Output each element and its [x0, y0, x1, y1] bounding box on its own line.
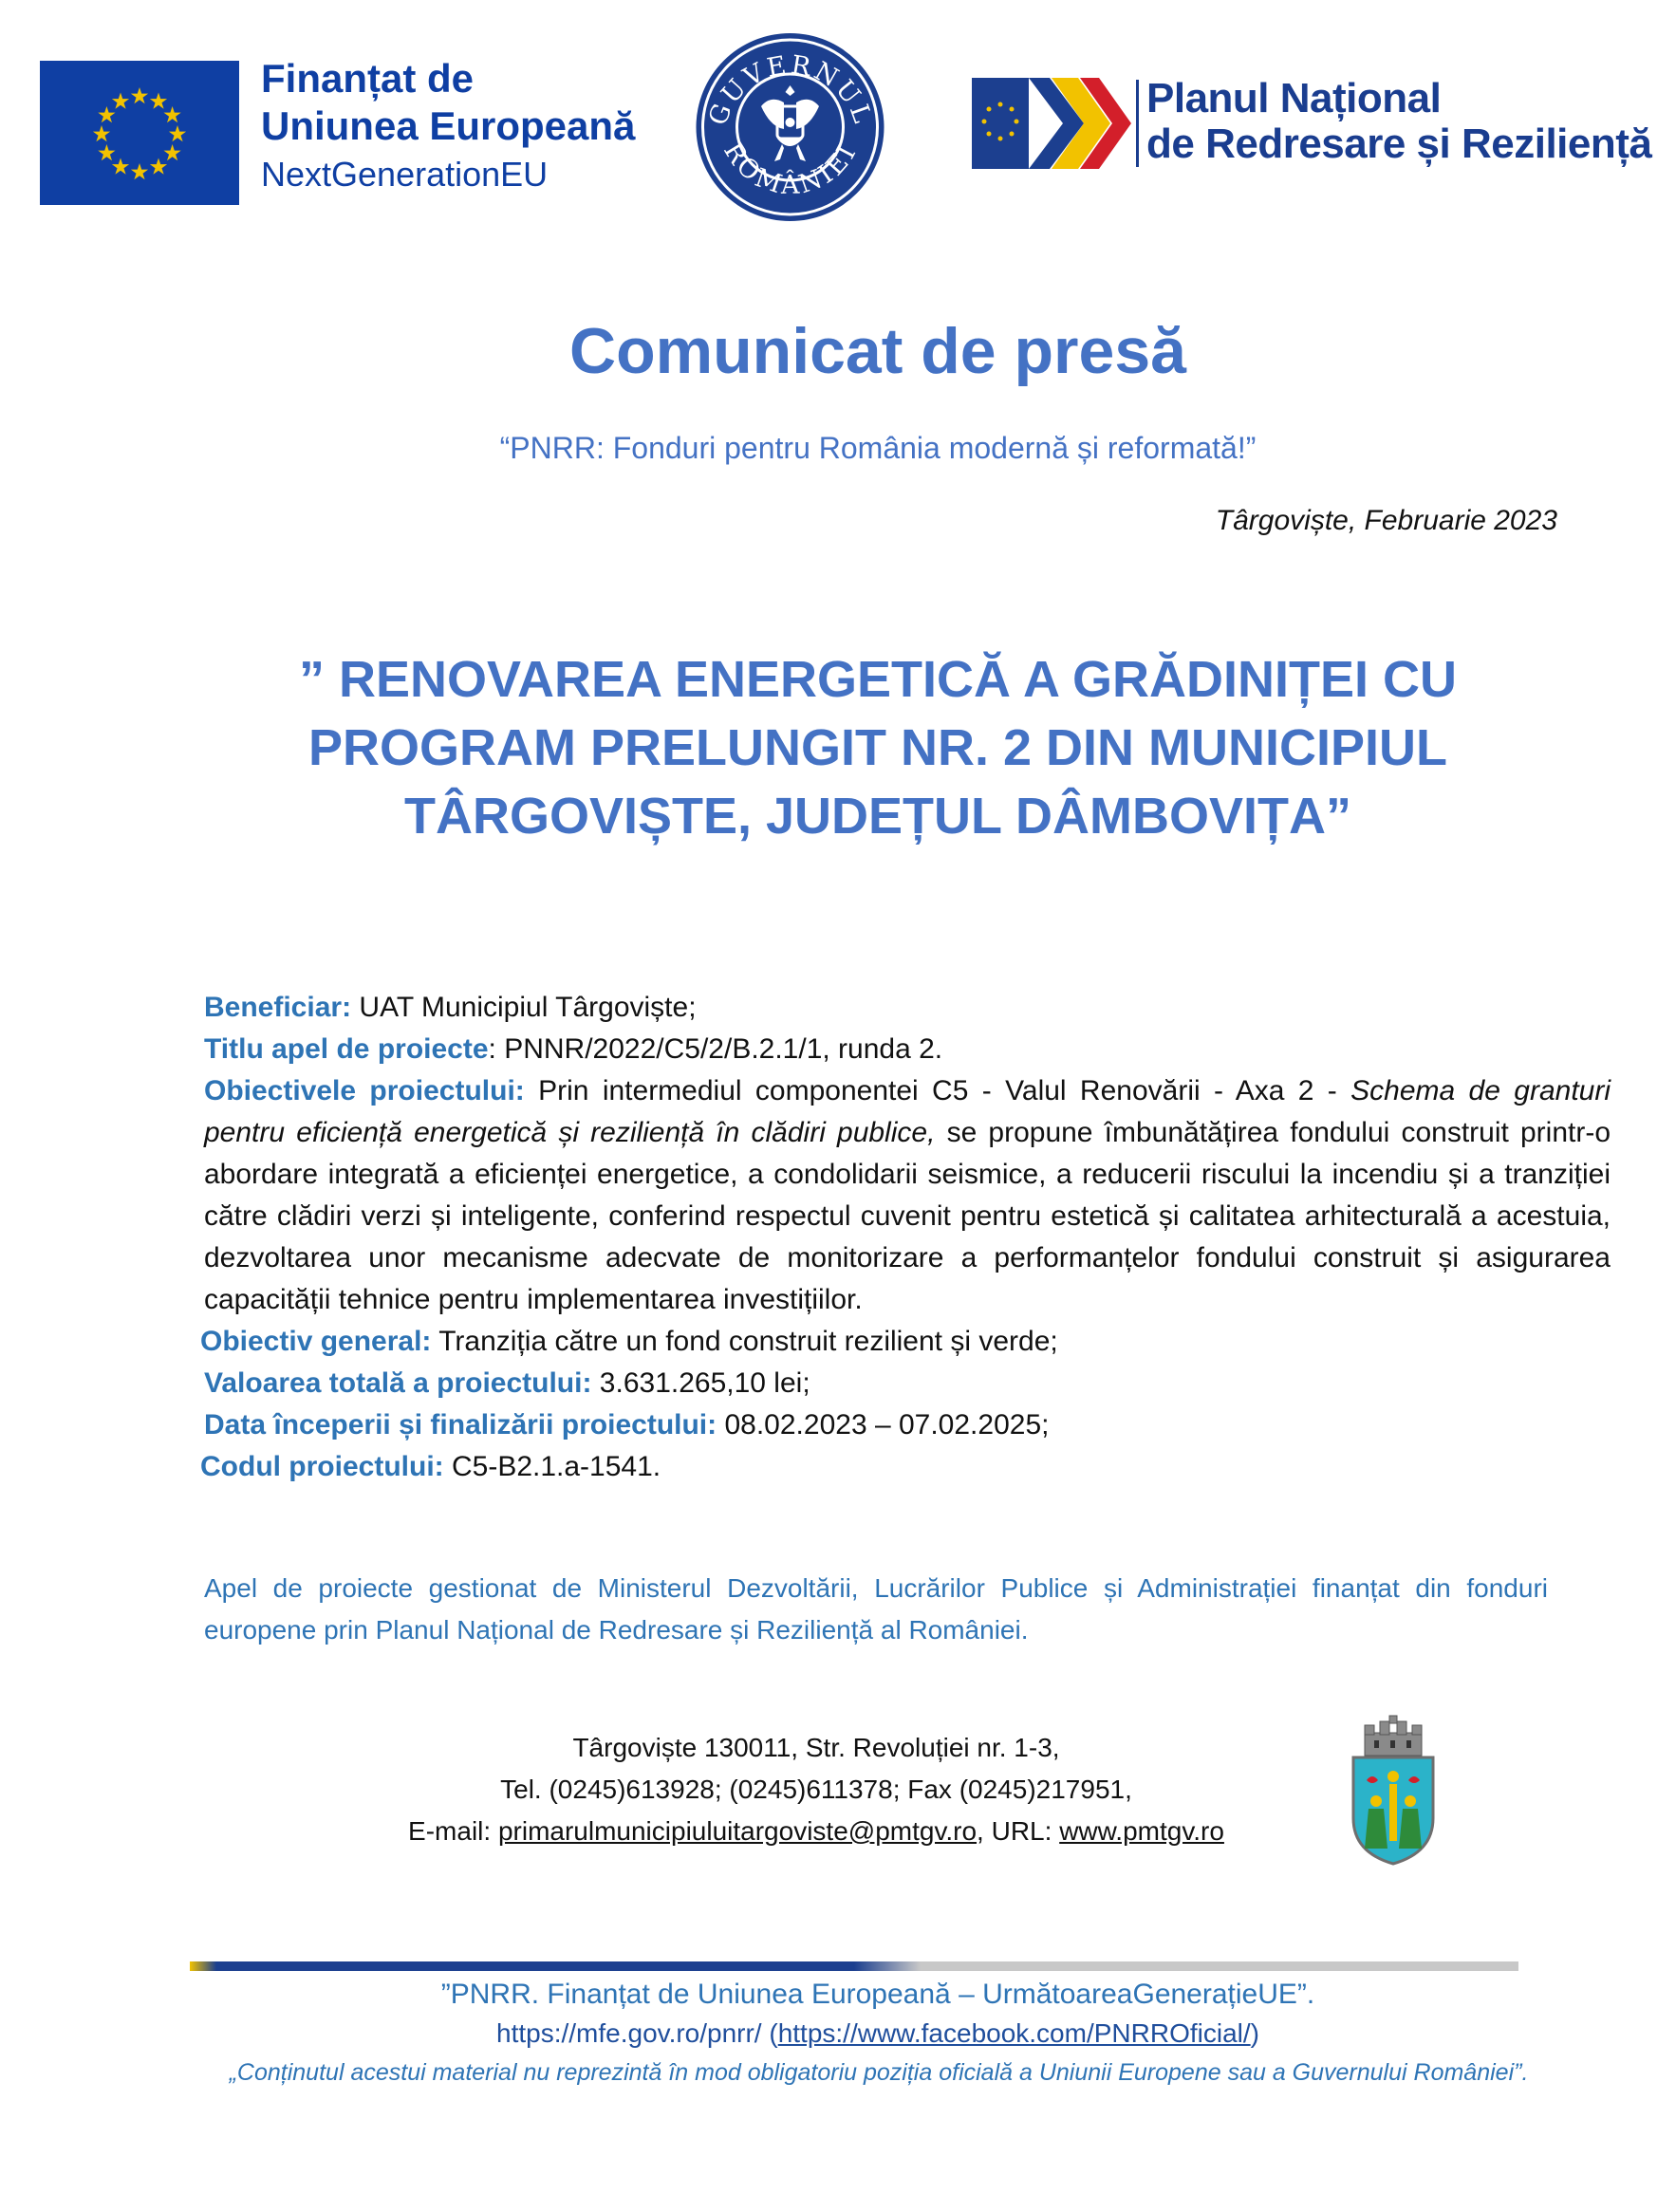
eu-stars-icon: [40, 61, 239, 205]
pnrr-slogan: “PNRR: Fonduri pentru România modernă și reformată!”: [499, 431, 1257, 465]
romanian-government-seal: [693, 27, 887, 228]
footer-links: [0, 2016, 1676, 2052]
beneficiary-value: UAT Municipiul Târgoviște;: [351, 992, 697, 1023]
general-objective-value: Tranziția către un fond construit rezilient și verde;: [431, 1326, 1058, 1357]
project-details: [200, 987, 1611, 1488]
pnrr-divider: [1136, 80, 1139, 167]
beneficiary-label: Beneficiar:: [204, 992, 352, 1023]
facebook-pnrr-link[interactable]: https://www.facebook.com/PNRROficial/: [777, 2018, 1251, 2048]
objectives-scheme: Schema de granturi pentru eficiență energetică și reziliență în clădiri publice,: [204, 1075, 1611, 1148]
paren-open: (: [761, 2018, 778, 2048]
eu-funding-text: [261, 55, 635, 199]
project-title: ” RENOVAREA ENERGETICĂ A GRĂDINIȚEI CU PROGRAM PRELUNGIT NR. 2 DIN MUNICIPIUL TÂRGOVIȘTE, JUDEȚUL DÂMBOVIȚA”: [298, 651, 1458, 845]
mfe-pnrr-link[interactable]: https://mfe.gov.ro/pnrr/: [496, 2018, 762, 2048]
project-code-label: Codul proiectului:: [200, 1451, 444, 1482]
contact-phones: Tel. (0245)613928; (0245)611378; Fax (0245)217951,: [500, 1775, 1132, 1804]
objectives-label: Obiectivele proiectului:: [204, 1075, 525, 1106]
pnrr-flag-logo: [972, 78, 1133, 169]
eu-line-3: NextGenerationEU: [261, 155, 549, 194]
funding-note: Apel de proiecte gestionat de Ministerul Dezvoltării, Lucrărilor Publice și Administrației finanțat din fonduri europene prin Planul Național de Redresare și Reziliență al României.: [204, 1573, 1548, 1645]
objectives-rest: se propune îmbunătățirea fondului construit printr-o abordare integrată a eficienței energetice, a condolidarii seismice, a reducerii riscului la incendiu și a tranziției către clădiri verzi și inteligente, conferind respectul cuvenit pentru estetică și calitatea arhitecturală a acestuia, dezvoltarea unor mecanisme adecvate de monitorizare a performanțelor fondului construit și asigurarea capacității tehnice pentru implementarea investițiilor.: [204, 1117, 1611, 1315]
page-title: Comunicat de presă: [569, 315, 1186, 387]
objectives-row: [204, 1070, 1611, 1321]
project-code-row: [200, 1446, 1611, 1488]
seal-bottom-text: ROMÂNIEI: [717, 137, 864, 201]
pnrr-line-1: Planul Național: [1146, 75, 1442, 121]
contact-block: [304, 1727, 1329, 1852]
general-objective-label: Obiectiv general:: [200, 1326, 432, 1357]
call-label: Titlu apel de proiecte: [204, 1033, 489, 1065]
total-value-label: Valoarea totală a proiectului:: [204, 1367, 592, 1399]
footer-slogan: ”PNRR. Finanțat de Uniunea Europeană – UrmătoareaGenerațieUE”.: [440, 1979, 1315, 2010]
email-label: E-mail:: [408, 1816, 498, 1846]
objectives-intro: Prin intermediul componentei C5 - Valul Renovării - Axa 2 -: [524, 1075, 1351, 1106]
pnrr-line-2: de Redresare și Reziliență: [1146, 121, 1652, 167]
paren-close: ): [1250, 2018, 1259, 2048]
dates-row: [204, 1404, 1611, 1446]
seal-top-text: GUVERNUL: [702, 50, 878, 130]
project-code-value: C5-B2.1.a-1541.: [443, 1451, 661, 1482]
contact-address: Târgoviște 130011, Str. Revoluției nr. 1-3,: [572, 1733, 1060, 1762]
total-value-value: 3.631.265,10 lei;: [591, 1367, 810, 1399]
general-objective-row: [200, 1321, 1611, 1363]
footer-disclaimer: „Conținutul acestui material nu reprezintă în mod obligatoriu poziția oficială a Uniunii Europene sau a Guvernului României”.: [229, 2059, 1529, 2086]
dates-label: Data începerii și finalizării proiectului:: [204, 1409, 717, 1441]
call-value: : PNNR/2022/C5/2/B.2.1/1, runda 2.: [488, 1033, 943, 1065]
total-value-row: [204, 1363, 1611, 1404]
beneficiary-row: [204, 987, 1611, 1029]
url-label: , URL:: [977, 1816, 1060, 1846]
contact-email-row: [304, 1811, 1329, 1852]
eu-line-2: Uniunea Europeană: [261, 103, 636, 148]
date-line: Târgoviște, Februarie 2023: [1215, 505, 1557, 536]
mural-crown-icon: [1365, 1716, 1422, 1756]
targoviste-coat-of-arms: [1346, 1714, 1441, 1866]
pnrr-logo-text: [1146, 76, 1651, 167]
email-link[interactable]: primarulmunicipiuluitargoviste@pmtgv.ro: [497, 1816, 978, 1846]
footer-divider: [190, 1959, 1518, 1968]
eu-flag-logo: [40, 61, 239, 205]
call-row: [204, 1029, 1611, 1070]
dates-value: 08.02.2023 – 07.02.2025;: [717, 1409, 1050, 1441]
website-link[interactable]: www.pmtgv.ro: [1059, 1816, 1224, 1846]
eu-line-1: Finanțat de: [261, 56, 475, 101]
